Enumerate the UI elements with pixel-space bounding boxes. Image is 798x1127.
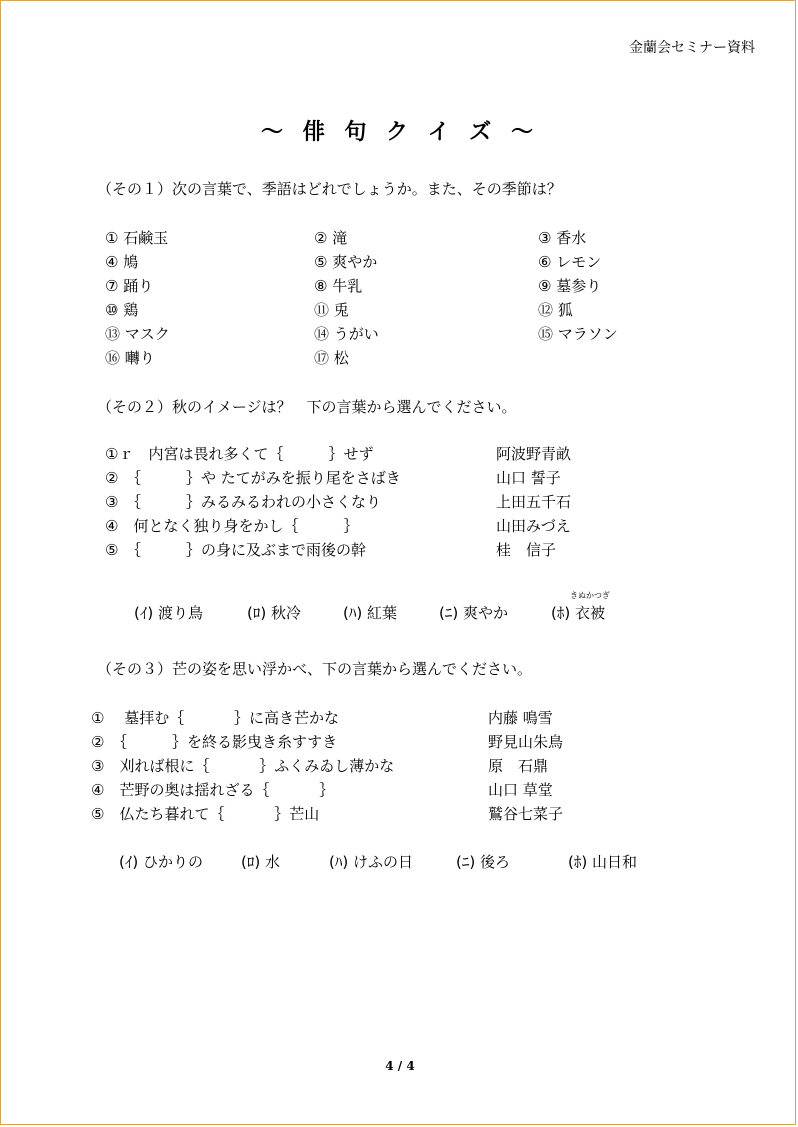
page-title: ～ 俳 句 ク イ ズ ～ bbox=[261, 120, 539, 145]
q1-item: ⑧ 牛乳 bbox=[314, 277, 363, 295]
question-1: （その１）次の言葉で、季語はどれでしょうか。また、その季節は？ bbox=[97, 180, 562, 198]
q2-haiku: ② ｛ ｝や たてがみを振り尾をさばき bbox=[105, 469, 401, 487]
q2-author: 桂 信子 bbox=[496, 541, 557, 559]
q1-item: ⑭ うがい bbox=[314, 325, 379, 343]
q1-item: ⑫ 狐 bbox=[538, 301, 573, 319]
q1-item: ⑨ 墓参り bbox=[538, 277, 602, 295]
q3-choice: (ｲ) ひかりの bbox=[119, 853, 203, 871]
document-header: 金蘭会セミナー資料 bbox=[629, 40, 755, 56]
q1-item: ⑪ 兎 bbox=[314, 301, 349, 319]
q1-item: ③ 香水 bbox=[538, 229, 587, 247]
q2-haiku: ③ ｛ ｝みるみるわれの小さくなり bbox=[105, 493, 381, 511]
q2-choice: (ﾆ) 爽やか bbox=[439, 604, 508, 622]
q3-haiku: ② ｛ ｝を終る影曳き糸すすき bbox=[91, 733, 338, 751]
q2-haiku: ⑤ ｛ ｝の身に及ぶまで雨後の幹 bbox=[105, 541, 366, 559]
q1-item: ② 滝 bbox=[314, 229, 348, 247]
q1-item: ⑬ マスク bbox=[105, 325, 170, 343]
q2-choice-5-label: (ﾎ) bbox=[551, 604, 571, 622]
ruby-reading: きぬかつぎ bbox=[570, 591, 610, 600]
q2-choice: (ﾊ) 紅葉 bbox=[343, 604, 397, 622]
q2-author: 山口 誓子 bbox=[496, 469, 561, 487]
q1-item: ⑩ 鶏 bbox=[105, 301, 139, 319]
q3-choice: (ﾛ) 水 bbox=[241, 853, 280, 871]
q3-haiku: ③ 刈れば根に｛ ｝ふくみゐし薄かな bbox=[91, 757, 395, 775]
ruby-word bbox=[570, 591, 610, 623]
q2-author: 上田五千石 bbox=[496, 493, 572, 511]
q2-choice: (ｲ) 渡り鳥 bbox=[134, 604, 203, 622]
q2-choice: (ﾛ) 秋冷 bbox=[247, 604, 301, 622]
q1-item: ⑯ 囀り bbox=[105, 349, 155, 367]
q2-haiku: ①ｒ 内宮は畏れ多くて｛ ｝せず bbox=[105, 445, 374, 463]
q1-item: ⑦ 踊り bbox=[105, 277, 154, 295]
q3-author: 原 石鼎 bbox=[488, 757, 549, 775]
q2-author: 阿波野青畝 bbox=[496, 445, 572, 463]
ruby-base: 衣被 bbox=[575, 604, 606, 622]
q3-author: 鷲谷七菜子 bbox=[488, 805, 564, 823]
q3-haiku: ① 墓拝む｛ ｝に高き芒かな bbox=[91, 709, 339, 727]
q3-haiku: ④ 芒野の奥は揺れざる｛ ｝ bbox=[91, 781, 335, 799]
q1-item: ⑮ マラソン bbox=[538, 325, 618, 343]
q3-author: 内藤 鳴雪 bbox=[488, 709, 553, 727]
q3-author: 野見山朱鳥 bbox=[488, 733, 564, 751]
q3-choice: (ﾆ) 後ろ bbox=[456, 853, 510, 871]
q3-haiku: ⑤ 仏たち暮れて｛ ｝芒山 bbox=[91, 805, 320, 823]
question-2: （その２）秋のイメージは？ 下の言葉から選んでください。 bbox=[97, 398, 517, 416]
q3-choice: (ﾊ) けふの日 bbox=[329, 853, 413, 871]
q1-item: ① 石鹸玉 bbox=[105, 229, 169, 247]
question-3: （その３）芒の姿を思い浮かべ、下の言葉から選んでください。 bbox=[97, 660, 533, 678]
q2-choice-5 bbox=[551, 591, 610, 623]
q2-haiku: ④ 何となく独り身をかし｛ ｝ bbox=[105, 517, 359, 535]
q1-item: ⑤ 爽やか bbox=[314, 253, 378, 271]
q1-item: ⑥ レモン bbox=[538, 253, 602, 271]
q1-item: ④ 鳩 bbox=[105, 253, 139, 271]
page-number: 4 / 4 bbox=[385, 1059, 415, 1073]
q3-author: 山口 草堂 bbox=[488, 781, 553, 799]
q2-author: 山田みづえ bbox=[496, 517, 571, 535]
q1-item: ⑰ 松 bbox=[314, 349, 349, 367]
q3-choice: (ﾎ) 山日和 bbox=[568, 853, 637, 871]
